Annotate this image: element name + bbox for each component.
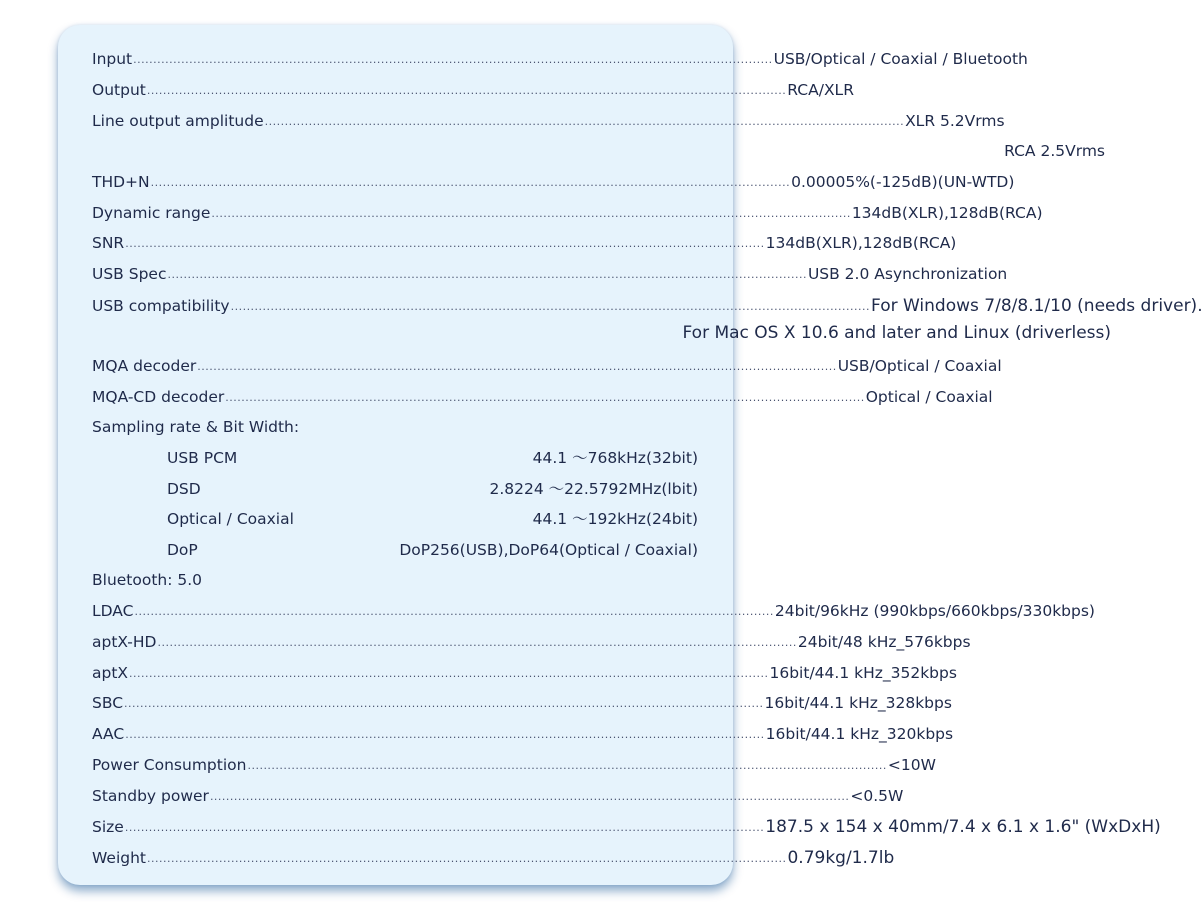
dot-leader: ................................................................................................................................................................ <box>264 115 905 128</box>
spec-label: MQA decoder <box>92 357 197 375</box>
spec-value: 16bit/44.1 kHz_328kbps <box>764 694 952 712</box>
dot-leader: ................................................................................................................................................................ <box>157 636 797 649</box>
spec-row-aac <box>92 722 954 746</box>
spec-value: 0.79kg/1.7lb <box>787 848 895 868</box>
dot-leader: ................................................................................................................................................................ <box>133 53 773 66</box>
dot-leader: ................................................................................................................................................................ <box>124 821 765 834</box>
spec-value: USB/Optical / Coaxial / Bluetooth <box>773 50 1028 68</box>
spec-value: 16bit/44.1 kHz_320kbps <box>765 725 954 743</box>
spec-value-continuation: RCA 2.5Vrms <box>1004 142 1105 160</box>
dot-leader: ................................................................................................................................................................ <box>150 176 791 189</box>
spec-row-weight <box>92 846 895 870</box>
spec-value: USB/Optical / Coaxial <box>837 357 1002 375</box>
spec-row-line-output <box>92 109 1005 133</box>
spec-row-mqa-decoder <box>92 354 1002 378</box>
spec-value: 24bit/48 kHz_576kbps <box>797 633 971 651</box>
dot-leader: ................................................................................................................................................................ <box>124 697 764 710</box>
sampling-row <box>167 507 698 531</box>
sampling-value: DoP256(USB),DoP64(Optical / Coaxial) <box>399 541 698 559</box>
spec-row-usb-spec <box>92 262 1008 286</box>
spec-row-mqa-cd-decoder <box>92 385 993 409</box>
sampling-heading: Sampling rate & Bit Width: <box>92 418 300 436</box>
sampling-label: Optical / Coaxial <box>167 510 294 528</box>
spec-value: 187.5 x 154 x 40mm/7.4 x 6.1 x 1.6" (WxDxH) <box>765 817 1161 837</box>
spec-row-size <box>92 815 1161 839</box>
spec-row-ldac <box>92 599 1095 623</box>
spec-label: Line output amplitude <box>92 112 264 130</box>
spec-label: aptX <box>92 664 129 682</box>
spec-label: Dynamic range <box>92 204 211 222</box>
spec-value: USB 2.0 Asynchronization <box>807 265 1008 283</box>
dot-leader: ................................................................................................................................................................ <box>197 360 837 373</box>
spec-value: XLR 5.2Vrms <box>905 112 1005 130</box>
dot-leader: ................................................................................................................................................................ <box>125 728 765 741</box>
spec-row-dynamic-range <box>92 201 1043 225</box>
sampling-label: DSD <box>167 480 201 498</box>
sampling-row <box>167 477 698 501</box>
spec-label: SNR <box>92 234 125 252</box>
spec-value-continuation: For Mac OS X 10.6 and later and Linux (driverless) <box>682 323 1111 343</box>
spec-value: <0.5W <box>850 787 904 805</box>
dot-leader: ................................................................................................................................................................ <box>167 268 807 281</box>
spec-value: For Windows 7/8/8.1/10 (needs driver). <box>871 296 1203 316</box>
sampling-label: DoP <box>167 541 198 559</box>
sampling-label: USB PCM <box>167 449 238 467</box>
spec-value: 134dB(XLR),128dB(RCA) <box>851 204 1043 222</box>
spec-row-output <box>92 78 854 102</box>
sampling-value: 44.1 ～192kHz(24bit) <box>532 510 698 528</box>
sampling-value: 44.1 ～768kHz(32bit) <box>532 449 698 467</box>
bluetooth-heading: Bluetooth: 5.0 <box>92 571 203 589</box>
spec-row-input <box>92 47 1028 71</box>
spec-row-sbc <box>92 691 952 715</box>
spec-label: USB Spec <box>92 265 167 283</box>
spec-row-standby-power <box>92 784 904 808</box>
sampling-row <box>167 446 698 470</box>
spec-row-thd <box>92 170 1015 194</box>
spec-label: LDAC <box>92 602 134 620</box>
dot-leader: ................................................................................................................................................................ <box>146 84 787 97</box>
dot-leader: ................................................................................................................................................................ <box>211 207 851 220</box>
spec-row-power-consumption <box>92 753 936 777</box>
spec-label: MQA-CD decoder <box>92 388 225 406</box>
spec-value: 24bit/96kHz (990kbps/660kbps/330kbps) <box>774 602 1095 620</box>
spec-value: RCA/XLR <box>787 81 854 99</box>
spec-value: 0.00005%(-125dB)(UN-WTD) <box>791 173 1015 191</box>
sampling-value: 2.8224 ～22.5792MHz(lbit) <box>489 480 698 498</box>
spec-label: SBC <box>92 694 124 712</box>
spec-label: Weight <box>92 849 147 867</box>
spec-label: Input <box>92 50 133 68</box>
spec-value: <10W <box>887 756 936 774</box>
spec-label: AAC <box>92 725 125 743</box>
spec-value: 134dB(XLR),128dB(RCA) <box>765 234 957 252</box>
spec-label: Output <box>92 81 146 99</box>
spec-label: THD+N <box>92 173 150 191</box>
spec-row-aptx-hd <box>92 630 971 654</box>
spec-row-usb-compatibility <box>92 294 1203 318</box>
spec-row-snr <box>92 231 957 255</box>
dot-leader: ................................................................................................................................................................ <box>134 605 774 618</box>
spec-label: Power Consumption <box>92 756 247 774</box>
dot-leader: ................................................................................................................................................................ <box>125 237 765 250</box>
dot-leader: ................................................................................................................................................................ <box>147 852 787 865</box>
dot-leader: ................................................................................................................................................................ <box>225 391 865 404</box>
spec-value: Optical / Coaxial <box>865 388 993 406</box>
dot-leader: ................................................................................................................................................................ <box>209 790 850 803</box>
sampling-row <box>167 538 698 562</box>
spec-value: 16bit/44.1 kHz_352kbps <box>769 664 957 682</box>
spec-label: aptX-HD <box>92 633 157 651</box>
spec-label: USB compatibility <box>92 297 230 315</box>
spec-label: Size <box>92 818 124 836</box>
dot-leader: ................................................................................................................................................................ <box>247 759 887 772</box>
dot-leader: ................................................................................................................................................................ <box>230 300 871 313</box>
dot-leader: ................................................................................................................................................................ <box>129 667 769 680</box>
spec-label: Standby power <box>92 787 209 805</box>
spec-row-aptx <box>92 661 957 685</box>
